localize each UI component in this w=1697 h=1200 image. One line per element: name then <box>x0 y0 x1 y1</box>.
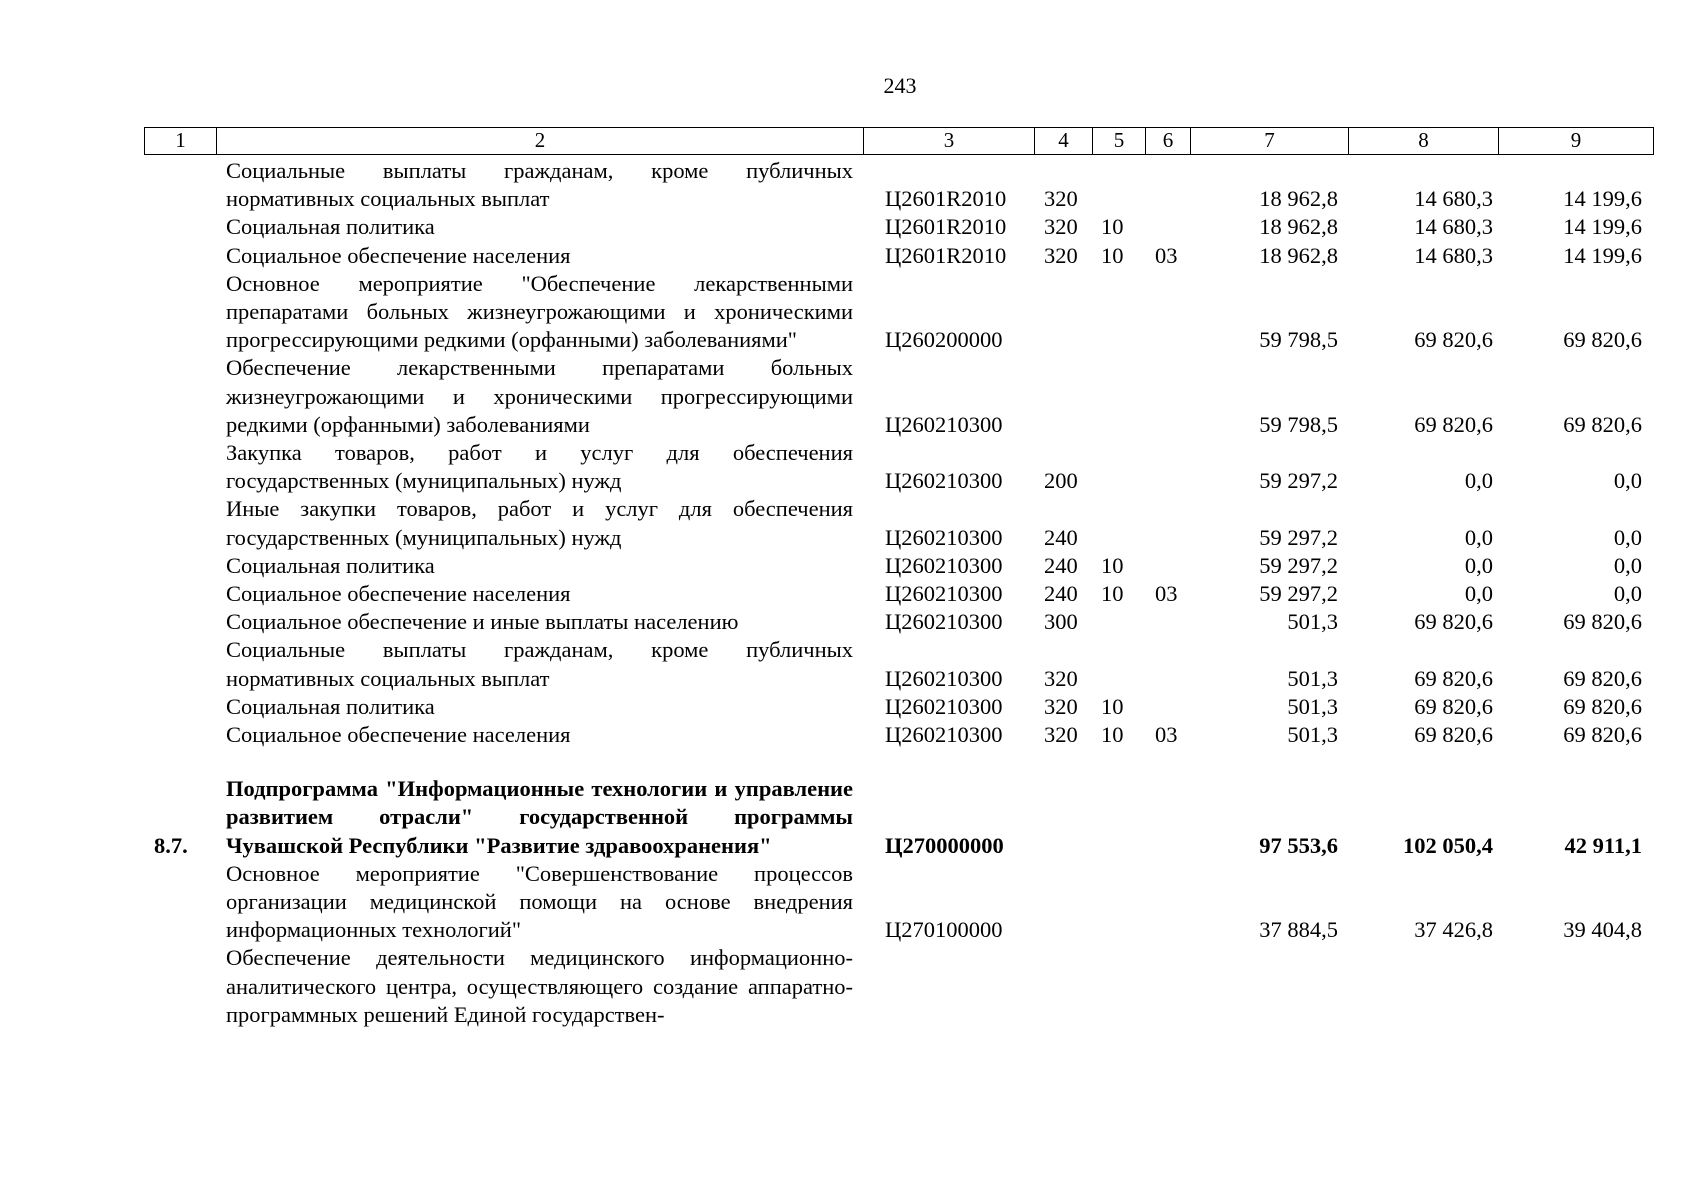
row-value-col9: 42 911,1 <box>1564 832 1642 858</box>
row-value-col9: 69 820,6 <box>1563 722 1642 748</box>
row-expense-type: 300 <box>1044 609 1078 635</box>
row-value-col8: 69 820,6 <box>1414 327 1493 353</box>
table-row <box>144 242 1652 270</box>
row-value-col7: 501,3 <box>1287 693 1338 719</box>
row-value-col7: 59 297,2 <box>1259 581 1338 607</box>
row-expense-type: 320 <box>1044 722 1078 748</box>
row-value-col7: 18 962,8 <box>1259 242 1338 268</box>
row-value-col8: 0,0 <box>1464 524 1493 550</box>
row-expense-type: 320 <box>1044 665 1078 691</box>
row-value-col9: 0,0 <box>1613 552 1642 578</box>
row-value-col8: 102 050,4 <box>1403 832 1493 858</box>
row-value-col7: 97 553,6 <box>1259 832 1338 858</box>
row-code: Ц260210300 <box>885 665 1003 691</box>
table-row <box>144 944 1652 1029</box>
row-name: Социальное обеспечение населения <box>226 722 571 748</box>
row-expense-type: 320 <box>1044 693 1078 719</box>
row-value-col8: 69 820,6 <box>1414 411 1493 437</box>
row-value-col9: 69 820,6 <box>1563 693 1642 719</box>
table-row <box>144 608 1652 636</box>
table-row <box>144 552 1652 580</box>
row-number: 8.7. <box>154 832 188 858</box>
row-name: Подпрограмма "Информационные технологии и управление развитием отрасли" государственной программы Чувашской Республики "Развитие здравоохранения" <box>226 776 853 858</box>
row-code: Ц260210300 <box>885 722 1003 748</box>
row-expense-type: 240 <box>1044 552 1078 578</box>
table-row <box>144 721 1652 749</box>
header-cell-1: 1 <box>145 128 217 154</box>
row-value-col9: 14 199,6 <box>1563 186 1642 212</box>
row-expense-type: 320 <box>1044 214 1078 240</box>
row-value-col9: 0,0 <box>1613 581 1642 607</box>
row-subsection: 03 <box>1155 242 1178 268</box>
row-value-col9: 14 199,6 <box>1563 242 1642 268</box>
row-value-col9: 14 199,6 <box>1563 214 1642 240</box>
table-row <box>144 213 1652 241</box>
row-value-col9: 0,0 <box>1613 524 1642 550</box>
row-value-col8: 14 680,3 <box>1414 214 1493 240</box>
row-name: Закупка товаров, работ и услуг для обеспечения государственных (муниципальных) нужд <box>226 440 853 494</box>
row-code: Ц2601R2010 <box>885 242 1007 268</box>
row-expense-type: 320 <box>1044 242 1078 268</box>
row-value-col7: 18 962,8 <box>1259 214 1338 240</box>
table-row <box>144 439 1652 495</box>
header-cell-6: 6 <box>1146 128 1191 154</box>
row-code: Ц260210300 <box>885 581 1003 607</box>
row-subsection: 03 <box>1155 722 1178 748</box>
table-row <box>144 354 1652 439</box>
row-value-col7: 37 884,5 <box>1259 917 1338 943</box>
row-name: Социальная политика <box>226 214 435 240</box>
row-code: Ц260210300 <box>885 609 1003 635</box>
row-value-col7: 59 297,2 <box>1259 552 1338 578</box>
row-value-col7: 59 798,5 <box>1259 327 1338 353</box>
row-name: Социальные выплаты гражданам, кроме публичных нормативных социальных выплат <box>226 637 853 691</box>
row-code: Ц260210300 <box>885 693 1003 719</box>
table-row <box>144 693 1652 721</box>
row-value-col8: 69 820,6 <box>1414 609 1493 635</box>
row-value-col8: 0,0 <box>1464 581 1493 607</box>
row-value-col7: 501,3 <box>1287 609 1338 635</box>
row-section: 10 <box>1101 581 1124 607</box>
row-code: Ц260210300 <box>885 411 1003 437</box>
row-name: Обеспечение лекарственными препаратами больных жизнеугрожающими и хроническими прогрессирующими редкими (орфанными) заболеваниями <box>226 355 853 437</box>
row-code: Ц260210300 <box>885 552 1003 578</box>
row-section: 10 <box>1101 722 1124 748</box>
row-value-col7: 59 297,2 <box>1259 524 1338 550</box>
row-value-col9: 0,0 <box>1613 468 1642 494</box>
row-code: Ц270100000 <box>885 917 1003 943</box>
row-section: 10 <box>1101 552 1124 578</box>
row-code: Ц2601R2010 <box>885 214 1007 240</box>
row-value-col9: 69 820,6 <box>1563 411 1642 437</box>
row-section: 10 <box>1101 242 1124 268</box>
header-cell-2: 2 <box>217 128 864 154</box>
header-cell-7: 7 <box>1191 128 1349 154</box>
row-value-col7: 18 962,8 <box>1259 186 1338 212</box>
row-name: Социальная политика <box>226 552 435 578</box>
row-code: Ц260210300 <box>885 468 1003 494</box>
budget-table <box>144 157 1652 1029</box>
row-name: Социальное обеспечение и иные выплаты населению <box>226 609 739 635</box>
row-value-col9: 69 820,6 <box>1563 609 1642 635</box>
row-value-col8: 0,0 <box>1464 552 1493 578</box>
row-name: Основное мероприятие "Обеспечение лекарственными препаратами больных жизнеугрожающими и хроническими прогрессирующими редкими (орфанными) заболеваниями" <box>226 270 853 353</box>
row-name: Обеспечение деятельности медицинского информационно-аналитического центра, осуществляющего создание аппаратно-программных решений Единой государствен- <box>226 945 853 1027</box>
row-section: 10 <box>1101 214 1124 240</box>
row-expense-type: 200 <box>1044 468 1078 494</box>
page-number: 243 <box>883 73 917 98</box>
row-value-col8: 14 680,3 <box>1414 242 1493 268</box>
row-value-col8: 0,0 <box>1464 468 1493 494</box>
row-name: Социальная политика <box>226 693 435 719</box>
row-code: Ц2601R2010 <box>885 186 1007 212</box>
row-name: Социальное обеспечение населения <box>226 581 571 607</box>
table-header <box>144 127 1654 155</box>
row-name: Социальное обеспечение населения <box>226 242 571 268</box>
row-value-col9: 69 820,6 <box>1563 665 1642 691</box>
table-row <box>144 860 1652 945</box>
table-row <box>144 775 1652 860</box>
row-subsection: 03 <box>1155 581 1178 607</box>
row-expense-type: 240 <box>1044 524 1078 550</box>
row-value-col7: 59 798,5 <box>1259 411 1338 437</box>
row-value-col8: 37 426,8 <box>1414 917 1493 943</box>
header-cell-5: 5 <box>1093 128 1146 154</box>
table-row <box>144 580 1652 608</box>
row-expense-type: 240 <box>1044 581 1078 607</box>
row-value-col8: 69 820,6 <box>1414 665 1493 691</box>
row-value-col9: 39 404,8 <box>1563 917 1642 943</box>
row-name: Иные закупки товаров, работ и услуг для обеспечения государственных (муниципальных) нужд <box>226 496 853 550</box>
row-value-col8: 14 680,3 <box>1414 186 1493 212</box>
row-value-col8: 69 820,6 <box>1414 693 1493 719</box>
header-cell-9: 9 <box>1570 128 1582 152</box>
row-value-col7: 59 297,2 <box>1259 468 1338 494</box>
header-cell-8: 8 <box>1349 128 1499 154</box>
table-row <box>144 270 1652 355</box>
header-cell-3: 3 <box>864 128 1035 154</box>
row-code: Ц270000000 <box>885 832 1004 858</box>
row-value-col7: 501,3 <box>1287 665 1338 691</box>
row-name: Основное мероприятие "Совершенствование процессов организации медицинской помощи на основе внедрения информационных технологий" <box>226 860 853 943</box>
table-row <box>144 495 1652 551</box>
header-cell-4: 4 <box>1035 128 1093 154</box>
row-expense-type: 320 <box>1044 186 1078 212</box>
row-section: 10 <box>1101 693 1124 719</box>
row-value-col8: 69 820,6 <box>1414 722 1493 748</box>
table-row <box>144 636 1652 692</box>
row-code: Ц260210300 <box>885 524 1003 550</box>
row-code: Ц260200000 <box>885 327 1003 353</box>
table-row <box>144 157 1652 213</box>
row-name: Социальные выплаты гражданам, кроме публичных нормативных социальных выплат <box>226 158 853 212</box>
row-value-col9: 69 820,6 <box>1563 327 1642 353</box>
row-value-col7: 501,3 <box>1287 722 1338 748</box>
